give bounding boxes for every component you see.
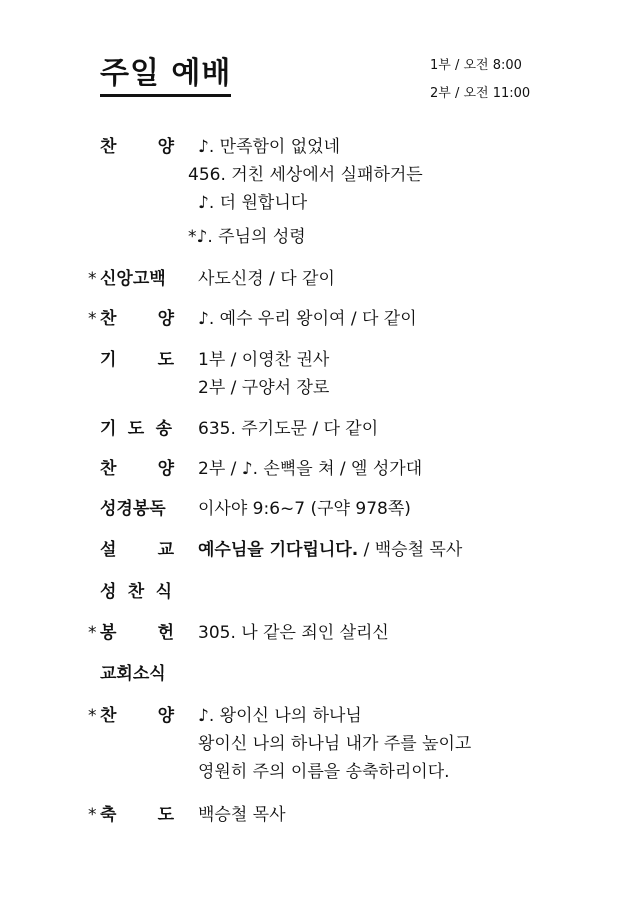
- order-item-content: [198, 347, 329, 403]
- order-item-content: 백승철 목사: [198, 805, 286, 825]
- label-char: 찬: [100, 137, 117, 157]
- standing-marker: *: [88, 706, 97, 726]
- label-char: 찬: [127, 582, 145, 602]
- prayer-line: 2부 / 구양서 장로: [198, 378, 330, 398]
- hymn-line: ♪. 만족함이 없었네: [198, 137, 341, 157]
- standing-marker: *: [88, 309, 97, 329]
- order-item-content: 2부 / ♪. 손뼉을 쳐 / 엘 성가대: [198, 459, 423, 479]
- order-item-content: 635. 주기도문 / 다 같이: [198, 419, 379, 439]
- sermon-title: 예수님을 기다립니다.: [198, 540, 359, 560]
- label-char: 기: [100, 419, 117, 439]
- label-char: 기: [100, 350, 117, 370]
- order-item-content: [188, 134, 423, 252]
- order-item-label: 성경봉독: [100, 499, 166, 519]
- prayer-line: 1부 / 이영찬 권사: [198, 350, 330, 370]
- hymn-line: 영원히 주의 이름을 송축하리이다.: [198, 762, 450, 782]
- page-title: 주일 예배: [100, 56, 231, 97]
- label-char: 도: [157, 805, 174, 825]
- label-char: 도: [157, 350, 174, 370]
- order-item-label: [100, 416, 172, 442]
- label-char: 양: [157, 706, 174, 726]
- hymn-line: *♪. 주님의 성령: [188, 227, 306, 247]
- label-char: 양: [157, 459, 174, 479]
- hymn-line: 456. 거친 세상에서 실패하거든: [188, 165, 423, 185]
- order-item-content: 305. 나 같은 죄인 살리신: [198, 623, 389, 643]
- label-char: 찬: [100, 706, 117, 726]
- standing-marker: *: [88, 269, 97, 289]
- order-item-content: [198, 537, 462, 563]
- order-item-label: [100, 306, 174, 332]
- standing-marker: *: [88, 623, 97, 643]
- service-time-second: 2부 / 오전 11:00: [430, 86, 531, 101]
- order-item-content: 이사야 9:6~7 (구약 978쪽): [198, 499, 411, 519]
- label-char: 교: [157, 540, 174, 560]
- label-char: 설: [100, 540, 117, 560]
- label-char: 식: [155, 582, 172, 602]
- label-char: 봉: [100, 623, 117, 643]
- order-item-content: ♪. 예수 우리 왕이여 / 다 같이: [198, 309, 417, 329]
- order-item-label: [100, 134, 174, 160]
- label-char: 축: [100, 805, 117, 825]
- hymn-line: 왕이신 나의 하나님 내가 주를 높이고: [198, 734, 472, 754]
- label-char: 찬: [100, 309, 117, 329]
- sermon-preacher: / 백승철 목사: [358, 540, 463, 560]
- label-char: 찬: [100, 459, 117, 479]
- hymn-line: ♪. 더 원합니다: [198, 193, 308, 213]
- order-item-label: [100, 347, 174, 373]
- order-item-label: [100, 456, 174, 482]
- order-item-content: 사도신경 / 다 같이: [198, 269, 335, 289]
- label-char: 양: [157, 137, 174, 157]
- service-time-first: 1부 / 오전 8:00: [430, 58, 522, 73]
- order-item-label: [100, 703, 174, 729]
- order-item-label: [100, 579, 172, 605]
- order-item-label: 교회소식: [100, 664, 166, 684]
- order-item-label: 신앙고백: [100, 269, 166, 289]
- label-char: 도: [127, 419, 145, 439]
- label-char: 성: [100, 582, 117, 602]
- hymn-line: ♪. 왕이신 나의 하나님: [198, 706, 362, 726]
- label-char: 송: [155, 419, 172, 439]
- order-item-label: [100, 802, 174, 828]
- standing-marker: *: [88, 805, 97, 825]
- order-item-label: [100, 537, 174, 563]
- label-char: 양: [157, 309, 174, 329]
- label-char: 헌: [157, 623, 174, 643]
- order-item-label: [100, 620, 174, 646]
- order-item-content: [198, 703, 471, 787]
